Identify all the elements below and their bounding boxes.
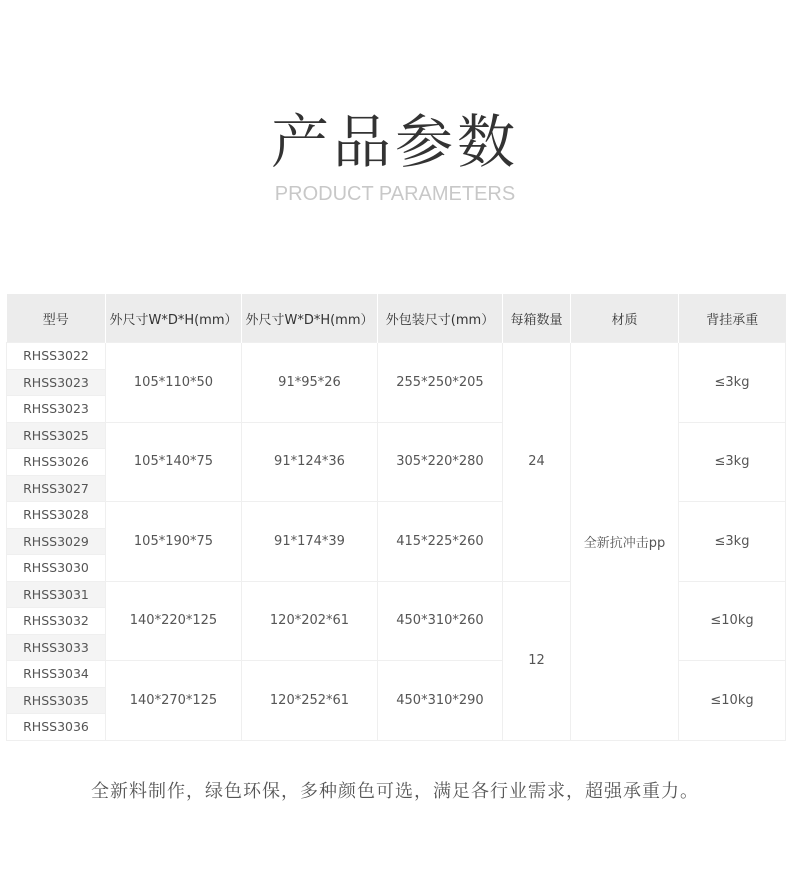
model-cell: RHSS3032 — [7, 608, 106, 635]
outer-size-cell: 105*140*75 — [106, 422, 242, 502]
material-cell: 全新抗冲击pp — [571, 343, 679, 741]
model-cell: RHSS3033 — [7, 634, 106, 661]
quantity-cell: 12 — [503, 581, 571, 740]
page-title: 产品参数 — [270, 108, 519, 176]
load-cell: ≤3kg — [679, 502, 786, 582]
table-row — [7, 343, 786, 370]
model-cell: RHSS3030 — [7, 555, 106, 582]
outer-size-cell: 105*110*50 — [106, 343, 242, 423]
model-cell: RHSS3027 — [7, 475, 106, 502]
model-cell: RHSS3026 — [7, 449, 106, 476]
header-model: 型号 — [7, 294, 106, 343]
header-package-size: 外包装尺寸(mm） — [378, 294, 503, 343]
model-cell: RHSS3025 — [7, 422, 106, 449]
model-cell: RHSS3023 — [7, 396, 106, 423]
load-cell: ≤3kg — [679, 343, 786, 423]
outer-size-cell: 140*220*125 — [106, 581, 242, 661]
model-cell: RHSS3028 — [7, 502, 106, 529]
quantity-cell: 24 — [503, 343, 571, 582]
outer-size-cell: 140*270*125 — [106, 661, 242, 741]
header-quantity: 每箱数量 — [503, 294, 571, 343]
model-cell: RHSS3035 — [7, 687, 106, 714]
inner-size-cell: 91*95*26 — [242, 343, 378, 423]
model-cell: RHSS3022 — [7, 343, 106, 370]
header-load: 背挂承重 — [679, 294, 786, 343]
inner-size-cell: 91*124*36 — [242, 422, 378, 502]
model-cell: RHSS3023 — [7, 369, 106, 396]
table-header-row — [7, 294, 786, 343]
header-inner-size: 外尺寸W*D*H(mm） — [242, 294, 378, 343]
package-size-cell: 255*250*205 — [378, 343, 503, 423]
package-size-cell: 415*225*260 — [378, 502, 503, 582]
model-cell: RHSS3031 — [7, 581, 106, 608]
header-outer-size: 外尺寸W*D*H(mm） — [106, 294, 242, 343]
inner-size-cell: 91*174*39 — [242, 502, 378, 582]
package-size-cell: 305*220*280 — [378, 422, 503, 502]
package-size-cell: 450*310*260 — [378, 581, 503, 661]
outer-size-cell: 105*190*75 — [106, 502, 242, 582]
model-cell: RHSS3029 — [7, 528, 106, 555]
load-cell: ≤10kg — [679, 581, 786, 661]
product-parameters-table — [6, 294, 786, 741]
package-size-cell: 450*310*290 — [378, 661, 503, 741]
inner-size-cell: 120*202*61 — [242, 581, 378, 661]
inner-size-cell: 120*252*61 — [242, 661, 378, 741]
footer-slogan: 全新料制作，绿色环保，多种颜色可选，满足各行业需求，超强承重力。 — [91, 781, 699, 802]
load-cell: ≤3kg — [679, 422, 786, 502]
load-cell: ≤10kg — [679, 661, 786, 741]
model-cell: RHSS3034 — [7, 661, 106, 688]
page-subtitle: PRODUCT PARAMETERS — [274, 183, 516, 205]
header-material: 材质 — [571, 294, 679, 343]
model-cell: RHSS3036 — [7, 714, 106, 741]
